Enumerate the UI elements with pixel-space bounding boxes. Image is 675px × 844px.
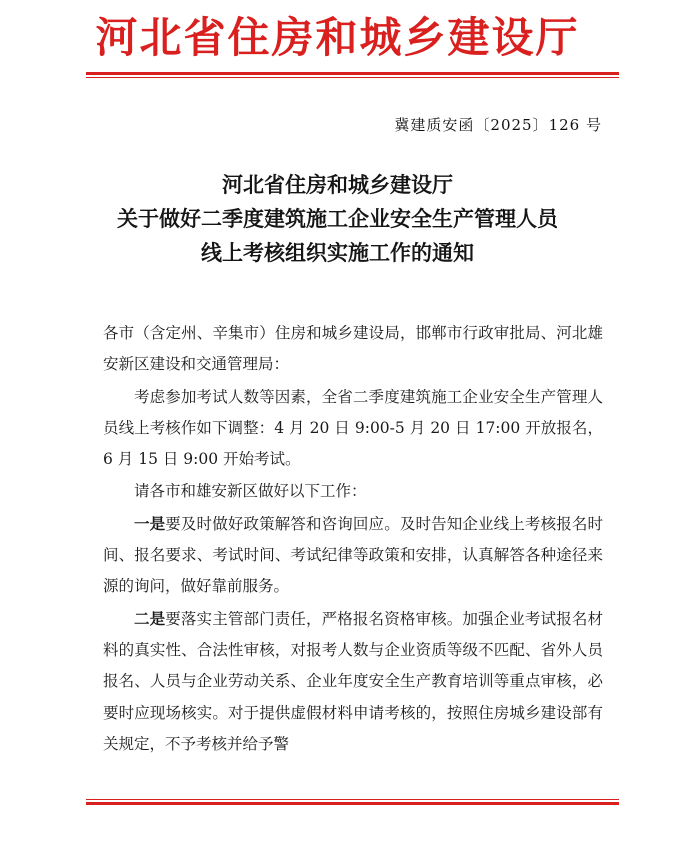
footer-red-rule-thick — [86, 802, 619, 805]
document-title — [0, 168, 675, 270]
header-red-rule-thin — [86, 77, 619, 78]
footer-red-rule-thin — [86, 799, 619, 800]
body-paragraph — [103, 475, 603, 507]
paragraph-lead: 二是 — [134, 608, 166, 628]
paragraph-text: 请各市和雄安新区做好以下工作： — [134, 482, 367, 501]
paragraph-text: 要落实主管部门责任，严格报名资格审核。加强企业考试报名材料的真实性、合法性审核，对报考人数与企业资质等级不匹配、省外人员报名、人员与企业劳动关系、企业年度安全生产教育培训等重点审核，必要时应现场核实。对于提供虚假材料申请考核的，按照住房城乡建设部有关规定，不予考核并给予警 — [103, 609, 603, 753]
agency-letterhead: 河北省住房和城乡建设厅 — [95, 13, 580, 62]
paragraph-text: 考虑参加考试人数等因素，全省二季度建筑施工企业安全生产管理人员线上考核作如下调整：4 月 20 日 9:00-5 月 20 日 17:00 开放报名，6 月 15 日 9:00 开始考试。 — [103, 387, 603, 469]
body-paragraph — [103, 603, 603, 760]
body-paragraph — [103, 508, 603, 603]
paragraph-text: 要及时做好政策解答和咨询回应。及时告知企业线上考核报名时间、报名要求、考试时间、考试纪律等政策和安排，认真解答各种途径来源的询问，做好靠前服务。 — [103, 514, 603, 596]
paragraph-lead: 一是 — [134, 513, 166, 533]
title-line: 河北省住房和城乡建设厅 — [222, 173, 453, 197]
addressee: 各市（含定州、辛集市）住房和城乡建设局，邯郸市行政审批局、河北雄安新区建设和交通管理局： — [103, 324, 603, 374]
header-red-rule-thick — [86, 72, 619, 75]
document-body — [103, 318, 603, 760]
body-paragraph — [103, 381, 603, 476]
title-line: 关于做好二季度建筑施工企业安全生产管理人员 — [117, 207, 558, 231]
document-number: 冀建质安函〔2025〕126 号 — [394, 116, 602, 134]
title-line: 线上考核组织实施工作的通知 — [201, 241, 474, 265]
